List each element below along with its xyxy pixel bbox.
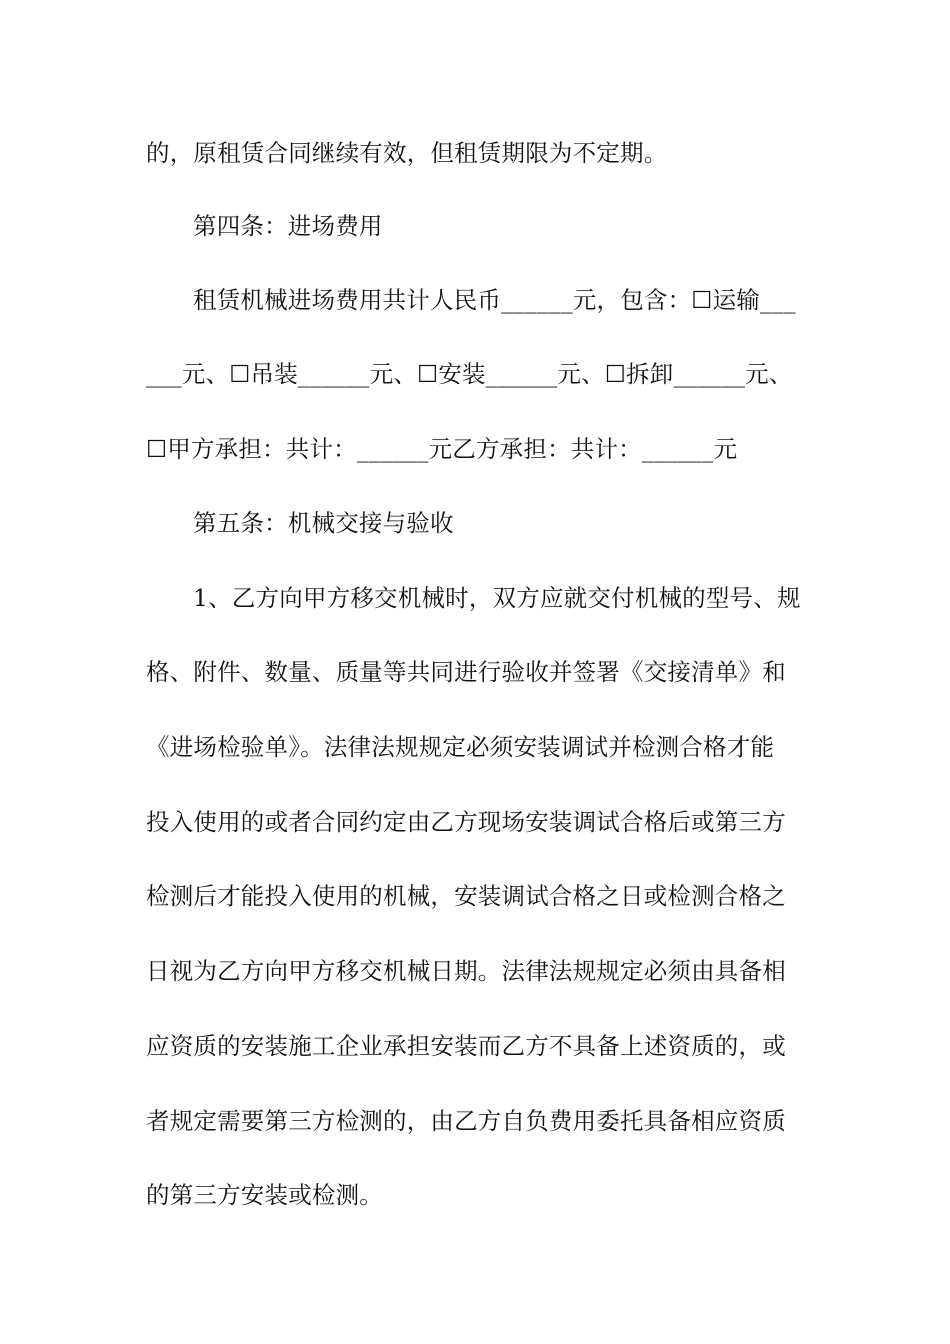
handover-paragraph-line: 日视为乙方向甲方移交机械日期。法律法规规定必须由具备相 [146,957,786,985]
article-5-heading: 第五条：机械交接与验收 [193,509,454,537]
handover-paragraph-line: 投入使用的或者合同约定由乙方现场安装调试合格后或第三方 [146,808,786,836]
paragraph-continuation-line: 的，原租赁合同继续有效，但租赁期限为不定期。 [146,139,668,167]
article-4-heading: 第四条：进场费用 [193,212,383,240]
handover-paragraph-line: 格、附件、数量、质量等共同进行验收并签署《交接清单》和 [146,658,786,686]
entry-fee-line-2: ___元、☐吊装______元、☐安装______元、☐拆卸______元、 [146,360,793,388]
handover-paragraph-line: 者规定需要第三方检测的，由乙方自负费用委托具备相应资质 [146,1107,786,1135]
handover-paragraph-line: 检测后才能投入使用的机械，安装调试合格之日或检测合格之 [146,882,786,910]
handover-paragraph-line: 的第三方安装或检测。 [146,1181,383,1209]
handover-paragraph-line: 应资质的安装施工企业承担安装而乙方不具备上述资质的，或 [146,1032,786,1060]
handover-paragraph-line: 1、乙方向甲方移交机械时，双方应就交付机械的型号、规 [193,584,801,612]
entry-fee-line-1: 租赁机械进场费用共计人民币______元，包含：☐运输___ [193,286,796,314]
entry-fee-line-3: ☐甲方承担：共计：______元乙方承担：共计：______元 [146,435,738,463]
handover-paragraph-line: 《进场检验单》。法律法规规定必须安装调试并检测合格才能 [146,733,775,761]
